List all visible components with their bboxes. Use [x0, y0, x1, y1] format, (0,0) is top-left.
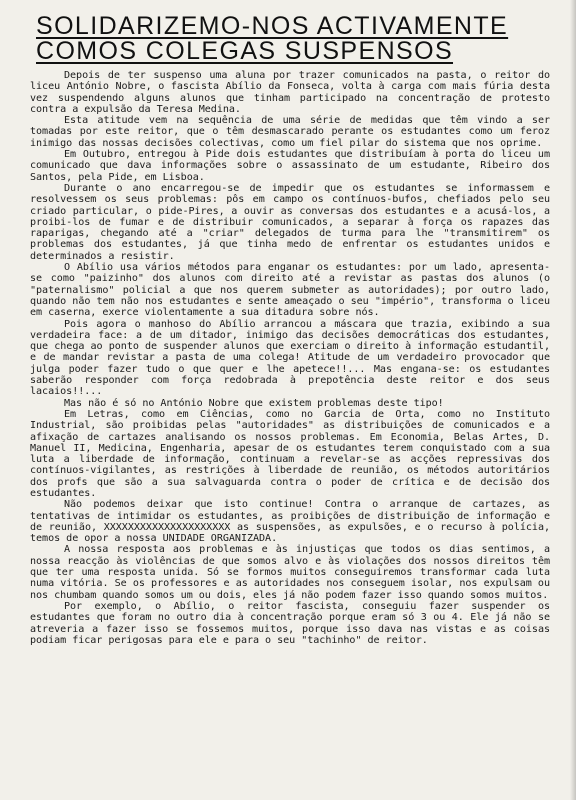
- paragraph-8: Em Letras, como em Ciências, como no Garcia de Orta, como no Instituto Industrial, são proibidas pelas "autoridades" as distribuições de comunicados e a afixação de cartazes analisando os nossos problemas. Em Economia, Belas Artes, D. Manuel II, Medicina, Engenharia, apesar de os estudantes terem conquistado com a sua luta a liberdade de informação, continuam a revelar-se as acções repressivas dos contínuos-vigilantes, as restrições à liberdade de reunião, os métodos autoritários dos profs que são a sua salvaguarda contra o poder de crítica e de decisão dos estudantes.: [30, 408, 550, 499]
- paragraph-6: Pois agora o manhoso do Abílio arrancou a máscara que trazia, exibindo a sua verdadeira face: a de um ditador, inimigo das decisões democráticas dos estudantes, que chega ao ponto de suspender alunos que exerciam o direito à informação estudantil, e de mandar revistar a pasta de uma colega! Atitude de um verdadeiro provocador que julga poder fazer tudo o que quer e lhe apetece!!... Mas engana-se: os estudantes saberão responder com força redobrada à prepotência deste reitor e dos seus lacaios!!...: [30, 318, 550, 398]
- paragraph-5: O Abílio usa vários métodos para enganar os estudantes: por um lado, apresenta-se como "paizinho" dos alunos com direito até a revistar as pastas dos alunos (o "paternalismo" policial a que nos querem submeter as autoridades); por outro lado, quando não tem não nos estudantes e sente ameaçado o seu "império", transforma o liceu em caserna, exerce violentamente a sua ditadura sobre nós.: [30, 262, 550, 319]
- paragraph-4: Durante o ano encarregou-se de impedir que os estudantes se informassem e resolvessem os seus problemas: pôs em campo os contínuos-bufos, chefiados pelo seu criado particular, o pide-Pires, a ouvir as conversas dos estudantes e a acusá-los, a proibi-los de fumar e de distribuir comunicados, a separar à força os rapazes das raparigas, chegando até a "criar" delegados de turma para lhe "transmitirem" os problemas dos estudantes, já que tinha medo de enfrentar os estudantes unidos e determinados a resistir.: [30, 182, 550, 262]
- paragraph-3: Em Outubro, entregou à Pide dois estudantes que distribuíam à porta do liceu um comunicado que dava informações sobre o assassinato de um estudante, Ribeiro dos Santos, pela Pide, em Lisboa.: [30, 149, 550, 183]
- paragraph-7: Mas não é só no António Nobre que existem problemas deste tipo!: [64, 397, 444, 409]
- scan-shadow-edge: [570, 0, 576, 800]
- paragraph-11: Por exemplo, o Abílio, o reitor fascista, conseguiu fazer suspender os estudantes que foram no outro dia à concentração porque eram só 3 ou 4. Ele já não se atreveria a fazer isso se fossemos muitos, porque isso dava nas vistas e as coisas podiam ficar perigosas para ele e para o seu "tachinho" de reitor.: [30, 600, 550, 646]
- paragraph-10: A nossa resposta aos problemas e às injustiças que todos os dias sentimos, a nossa reacção às violências de que somos alvo e às violações dos nossos direitos têm que ter uma resposta unida. Só se formos muitos conseguiremos transformar cada luta numa vitória. Se os professores e as autoridades nos conseguem isolar, nos expulsam ou nos chumbam quando somos um ou dois, eles já não podem fazer isso quando somos muitos.: [30, 544, 550, 601]
- paragraph-1: Depois de ter suspenso uma aluna por trazer comunicados na pasta, o reitor do liceu António Nobre, o fascista Abílio da Fonseca, volta à carga com mais fúria desta vez suspendendo alguns alunos que tinham participado na concentração de protesto contra a expulsão da Teresa Medina.: [30, 70, 550, 115]
- paragraph-9: Não podemos deixar que isto continue! Contra o arranque de cartazes, as tentativas de intimidar os estudantes, as proibições de distribuição de informação e de reunião, XXXXXXXXXXXXXXXXXXXXX as suspensões, as expulsões, e o recurso à polícia, temos de opor a nossa UNIDADE ORGANIZADA.: [30, 499, 550, 545]
- paragraph-2: Esta atitude vem na sequência de uma série de medidas que têm vindo a ser tomadas por este reitor, que o têm desmascarado perante os estudantes como um feroz inimigo das nossas decisões colectivas, como um fiel pilar do sistema que nos oprime.: [30, 115, 550, 149]
- title-line-1: SOLIDARIZEMO-NOS ACTIVAMENTE: [36, 12, 509, 40]
- title-line-2: COMOS COLEGAS SUSPENSOS: [36, 37, 454, 65]
- leaflet-body: [30, 70, 550, 646]
- leaflet-title: [36, 14, 550, 64]
